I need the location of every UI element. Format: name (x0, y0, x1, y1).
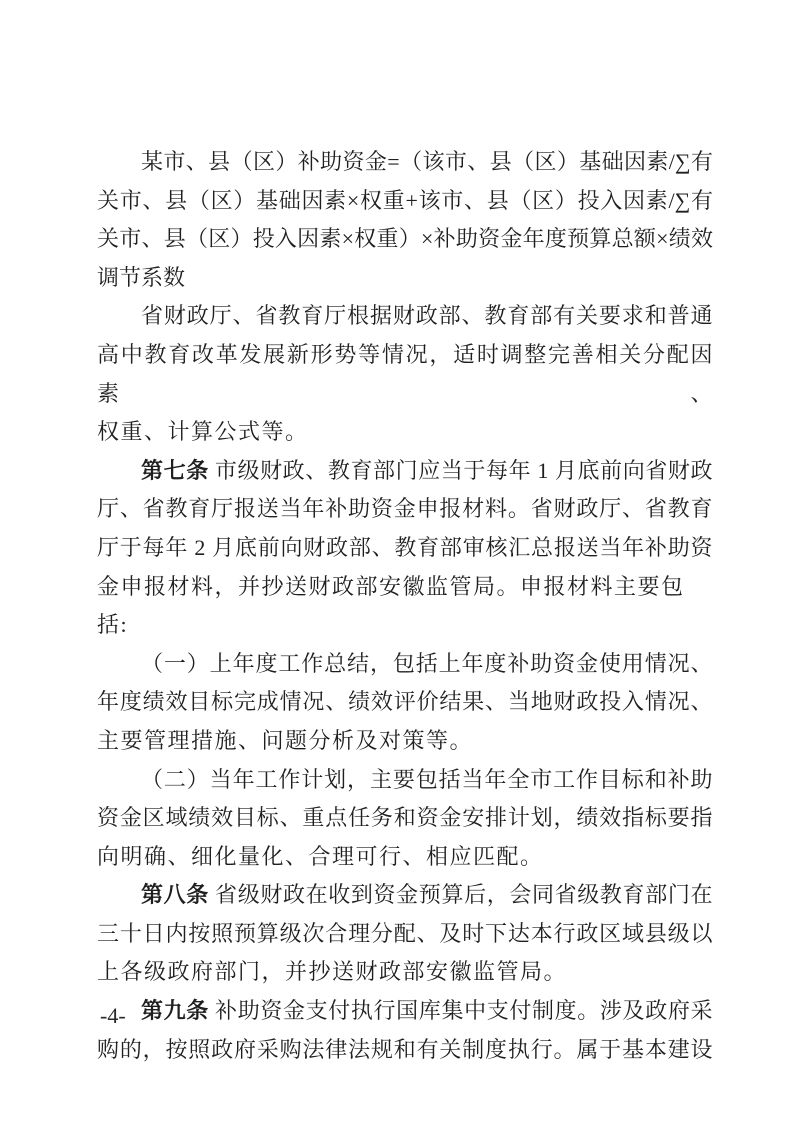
text-line: 向明确、细化量化、合理可行、相应匹配。 (97, 843, 544, 869)
text-line: 某市、县（区）补助资金=（该市、县（区）基础因素/∑有 (141, 149, 713, 174)
article-8-text: 省级财政在收到资金预算后，会同省级教育部门在 (208, 882, 713, 908)
article-9-text: 补助资金支付执行国库集中支付制度。涉及政府采 (208, 998, 713, 1024)
text-line (97, 452, 713, 491)
text-line: 上各级政府部门，并抄送财政部安徽监管局。 (97, 959, 568, 985)
text-line: （二）当年工作计划，主要包括当年全市工作目标和补助 (141, 766, 713, 792)
text-line (97, 876, 713, 915)
paragraph-formula (97, 143, 713, 297)
paragraph-article-9 (97, 992, 713, 1069)
text-line: 购的，按照政府采购法律法规和有关制度执行。属于基本建设 (97, 1036, 713, 1062)
text-line: 厅于每年 2 月底前向财政部、教育部审核汇总报送当年补助资 (97, 534, 713, 560)
paragraph-article-7 (97, 452, 713, 645)
text-line: 资金区域绩效目标、重点任务和资金安排计划，绩效指标要指 (97, 805, 713, 831)
article-7-term: 第七条 (141, 457, 209, 483)
document-body (97, 143, 713, 1069)
article-7-text: 市级财政、教育部门应当于每年 1 月底前向省财政 (208, 457, 713, 483)
text-line: 高中教育改革发展新形势等情况，适时调整完善相关分配因素、 (97, 341, 713, 406)
paragraph-list-item-2 (97, 761, 713, 877)
text-line: 三十日内按照预算级次合理分配、及时下达本行政区域县级以 (97, 920, 713, 946)
paragraph-adjustment-note (97, 297, 713, 451)
text-line: （一）上年度工作总结，包括上年度补助资金使用情况、 (141, 650, 713, 676)
text-line: 权重、计算公式等。 (97, 419, 309, 445)
paragraph-article-8 (97, 876, 713, 992)
text-line (97, 992, 713, 1031)
page-number: -4- (100, 1003, 126, 1028)
paragraph-list-item-1 (97, 645, 713, 761)
text-line: 省财政厅、省教育厅根据财政部、教育部有关要求和普通 (141, 303, 713, 329)
text-line: 关市、县（区）投入因素×权重）×补助资金年度预算总额×绩效 (97, 226, 713, 252)
text-line: 厅、省教育厅报送当年补助资金申报材料。省财政厅、省教育 (97, 496, 713, 522)
text-line: 关市、县（区）基础因素×权重+该市、县（区）投入因素/∑有 (97, 187, 713, 213)
article-9-term: 第九条 (141, 998, 209, 1024)
text-line: 金申报材料，并抄送财政部安徽监管局。申报材料主要包括: (97, 573, 685, 638)
text-line: 年度绩效目标完成情况、绩效评价结果、当地财政投入情况、 (97, 689, 713, 715)
text-line: 调节系数 (97, 264, 186, 290)
article-8-term: 第八条 (141, 882, 209, 908)
text-line: 主要管理措施、问题分析及对策等。 (97, 727, 474, 753)
